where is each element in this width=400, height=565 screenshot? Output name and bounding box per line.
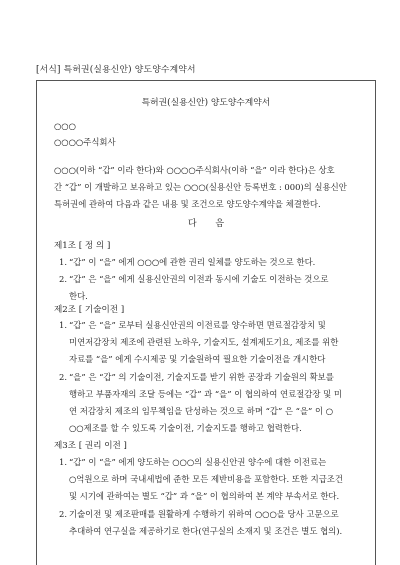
item-line: 기술이전 및 제조판매를 원활하게 수행하기 위하여 ○○○을 당사 고문으로 bbox=[69, 509, 339, 519]
item-line: “을” 은 “갑” 의 기술이전, 기술지도를 받기 위한 공장과 기술원의 확보를 bbox=[69, 372, 334, 382]
item-line: 추대하여 연구실을 제공하기로 한다(연구실의 소재지 및 조건은 별도 협의). bbox=[69, 526, 343, 536]
intro-line: 특허권에 관하여 다음과 같은 내용 및 조건으로 양도양수계약을 체결한다. bbox=[54, 199, 321, 209]
document-title: 특허권(실용신안) 양도양수계약서 bbox=[141, 98, 271, 108]
item-number: 1. bbox=[59, 257, 67, 267]
article-title: 제2조 [ 기술이전 ] bbox=[54, 305, 125, 315]
item-line: 미연저감장치 제조에 관련된 노하우, 기술지도, 설계제도기요, 제조를 위한 bbox=[69, 337, 339, 347]
item-line: 및 시기에 관하여는 별도 “갑” 과 “을” 이 협의하여 본 계약 부속서로 한다. bbox=[69, 491, 340, 501]
article-item bbox=[59, 369, 364, 437]
article-title: 제3조 [ 권리 이전 ] bbox=[54, 441, 127, 451]
item-line: ○억원으로 하며 국내세법에 준한 모든 제반비용을 포함한다. 또한 지급조건 bbox=[69, 474, 343, 484]
article-item bbox=[59, 254, 364, 271]
item-number: 2. bbox=[59, 509, 67, 519]
item-line: “갑” 은 “을” 로부터 실용신안권의 이전료를 양수하면 면료절감장치 및 bbox=[69, 320, 326, 330]
article-item bbox=[59, 317, 364, 368]
document-frame bbox=[36, 80, 376, 565]
item-number: 2. bbox=[59, 372, 67, 382]
item-line: 연 저감장치 제조의 임무책임을 단성하는 것으로 하며 “갑” 은 “을” 이 ○ bbox=[69, 406, 334, 416]
item-line: “갑” 이 “을” 에게 양도하는 ○○○의 실용신안권 양수에 대한 이전료는 bbox=[69, 457, 327, 467]
article-item bbox=[59, 506, 364, 540]
item-line: “갑” 은 “을” 에게 실용신안권의 이전과 동시에 기술도 이전하는 것으로 bbox=[69, 274, 329, 284]
item-number: 1. bbox=[59, 457, 67, 467]
item-line: 자료를 “을” 에게 수시제공 및 기술원하여 필요한 기술이전을 개시한다 bbox=[69, 354, 326, 364]
intro-line: 간 “갑” 이 개발하고 보유하고 있는 ○○○(실용신안 등록번호 : 000)의 실용신안 bbox=[54, 182, 347, 192]
party-company: ○○○○주식회사 bbox=[54, 137, 116, 147]
item-number: 1. bbox=[59, 320, 67, 330]
article-item bbox=[59, 454, 364, 505]
article-item bbox=[59, 271, 364, 305]
intro-paragraph bbox=[54, 162, 364, 213]
item-line: “갑” 이 “을” 에게 ○○○에 관한 권리 일체를 양도하는 것으로 한다. bbox=[69, 257, 316, 267]
intro-line: ○○○(이하 “갑” 이라 한다)와 ○○○○주식회사(이하 “을” 이라 한다)은 상호 bbox=[54, 165, 335, 175]
party-name: ○○○ bbox=[54, 121, 76, 131]
item-number: 2. bbox=[59, 274, 67, 284]
section-heading: 다 음 bbox=[187, 219, 225, 229]
item-line: 행하고 부품자재의 조달 등에는 “갑” 과 “을” 이 협의하여 연료절감장 및 미 bbox=[69, 389, 342, 399]
article-title: 제1조 [ 정 의 ] bbox=[54, 241, 111, 251]
form-caption: [서식] 특허권(실용신안) 양도양수계약서 bbox=[36, 65, 196, 75]
item-line: 한다. bbox=[69, 291, 88, 301]
item-line: ○○제조를 할 수 있도록 기술이전, 기술지도를 행하고 협력한다. bbox=[69, 423, 302, 433]
